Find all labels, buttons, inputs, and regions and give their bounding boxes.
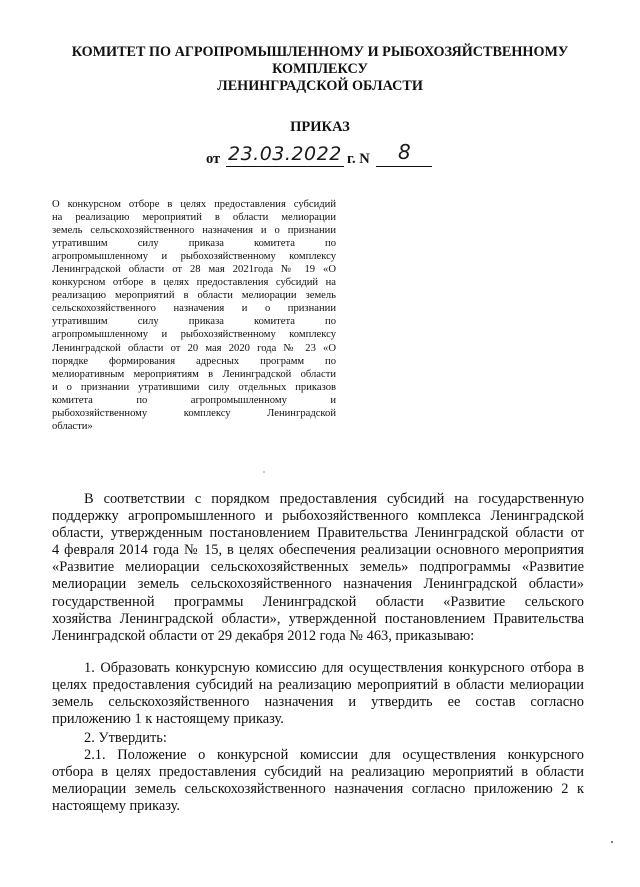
- item1-line: целях предоставления субсидий на реализацию мероприятий в области мелиорации: [52, 677, 584, 694]
- preamble-line: Ленинградской области от 29 декабря 2012 года № 463, приказываю:: [52, 627, 475, 644]
- subject-line: комитета по агропромышленному и: [52, 394, 336, 406]
- item1-line: 1. Образовать конкурсную комиссию для осуществления конкурсного отбора в: [84, 660, 584, 676]
- subject-line: области»: [52, 420, 93, 432]
- subject-line: Ленинградской области от 20 мая 2020 года № 23 «О: [52, 342, 336, 354]
- subject-line: агропромышленному и рыбохозяйственному комплексу: [52, 251, 336, 263]
- scan-speck: [263, 471, 265, 473]
- preamble-line: 4 февраля 2014 года № 15, в целях обеспечения реализации основного мероприятия: [52, 542, 584, 559]
- issuer-header: [40, 44, 600, 95]
- subject-line: мелиоративным мероприятиям в Ленинградской области: [52, 368, 336, 380]
- scan-speck: [611, 841, 613, 843]
- subject-line: и о признании утратившими силу отдельных приказов: [52, 381, 336, 393]
- issuer-line-3: ЛЕНИНГРАДСКОЙ ОБЛАСТИ: [217, 78, 423, 94]
- subject-line: О конкурсном отборе в целях предоставления субсидий: [52, 199, 336, 210]
- subject-line: сельскохозяйственного назначения и о признании: [52, 303, 336, 315]
- subject-line: реализацию мероприятий в области мелиорации земель: [52, 290, 336, 302]
- preamble-line: государственной программы Ленинградской области «Развитие сельского: [52, 593, 584, 610]
- from-label: от: [206, 151, 221, 167]
- preamble-line: хозяйства Ленинградской области», утвержденной постановлением Правительства: [52, 610, 584, 627]
- number-label: г. N: [347, 151, 370, 167]
- item21-line: 2.1. Положение о конкурсной комиссии для осуществления конкурсного: [84, 747, 584, 763]
- subject-line: порядке формирования адресных программ по: [52, 355, 336, 367]
- issuer-line-1: КОМИТЕТ ПО АГРОПРОМЫШЛЕННОМУ И РЫБОХОЗЯЙСТВЕННОМУ: [71, 44, 569, 60]
- item-2-paragraph: [52, 730, 584, 747]
- subject-line: рыбохозяйственному комплексу Ленинградской: [52, 407, 336, 419]
- preamble-line: В соответствии с порядком предоставления субсидий на государственную: [84, 491, 584, 507]
- preamble-paragraph: [52, 491, 584, 645]
- item-1-paragraph: [52, 660, 584, 728]
- item-2-line: 2. Утвердить:: [84, 730, 167, 746]
- preamble-line: области, утвержденным постановлением Правительства Ленинградской области от: [52, 525, 584, 542]
- issuer-line-2: КОМПЛЕКСУ: [272, 61, 368, 77]
- preamble-line: «Развитие мелиорации сельскохозяйственных земель» подпрограммы «Развитие: [52, 559, 584, 576]
- item21-line: мелиорации земель сельскохозяйственного назначения согласно приложению 2 к: [52, 781, 584, 798]
- item1-line: приложению 1 к настоящему приказу.: [52, 711, 284, 728]
- item21-line: настоящему приказу.: [52, 798, 180, 815]
- subject-line: земель сельскохозяйственного назначения и о признании: [52, 225, 336, 237]
- subject-line: Ленинградской области от 28 мая 2021года № 19 «О: [52, 264, 336, 276]
- subject-line: утратившим силу приказа комитета по: [52, 316, 336, 328]
- handwritten-number: 8: [398, 140, 411, 164]
- subject-line: утратившим силу приказа комитета по: [52, 238, 336, 250]
- subject-line: конкурсном отборе в целях предоставления субсидий на: [52, 277, 336, 289]
- document-type-title: ПРИКАЗ: [290, 119, 350, 135]
- subject-line: агропромышленному и рыбохозяйственному комплексу: [52, 329, 336, 341]
- handwritten-date: 23.03.2022: [228, 143, 342, 165]
- item-2-1-paragraph: [52, 747, 584, 815]
- number-underline: [376, 166, 432, 167]
- preamble-line: поддержку агропромышленного и рыбохозяйственного комплекса Ленинградской: [52, 508, 584, 525]
- date-underline: [226, 166, 344, 167]
- preamble-line: мелиорации земель сельскохозяйственного назначения Ленинградской области»: [52, 576, 584, 593]
- document-subject: [52, 198, 336, 433]
- item1-line: земель сельскохозяйственного назначения и утвердить ее состав согласно: [52, 694, 584, 711]
- item21-line: отбора в целях предоставления субсидий на реализацию мероприятий в области: [52, 764, 584, 781]
- subject-line: на реализацию мероприятий в области мелиорации: [52, 212, 336, 224]
